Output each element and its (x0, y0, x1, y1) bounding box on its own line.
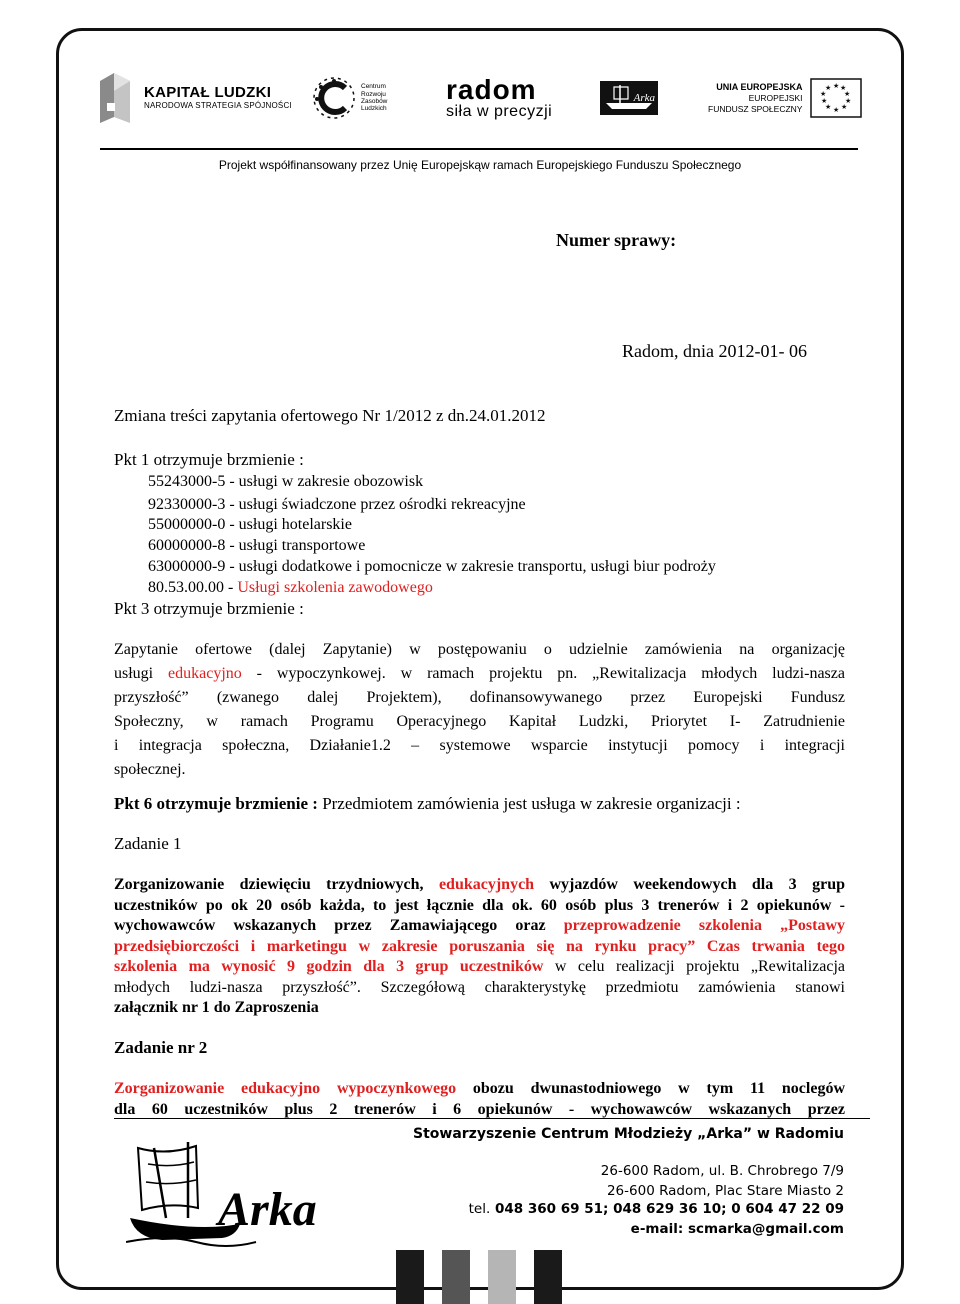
header-divider (100, 148, 858, 150)
pkt3-line-2b: - wypoczynkowej. w ramach projektu pn. „Rewitalizacja młodych ludzi-nasza (241, 665, 845, 682)
crzl-emblem-icon (311, 75, 357, 121)
task1-line-5 (114, 957, 845, 978)
pkt3-line-1: Zapytanie ofertowe (dalej Zapytanie) w postępowaniu o udzielnie zamówienia na organizację (114, 641, 845, 658)
task1-line-1a: Zorganizowanie dziewięciu trzydniowych, (114, 876, 439, 893)
task2-line-1 (114, 1079, 845, 1100)
pkt3-line-4: Społeczny, w ramach Programu Operacyjnego Kapitał Ludzki, Priorytet I- Zatrudnienie (114, 713, 845, 730)
footer-arka-logo (126, 1138, 356, 1248)
cpv-code-6 (148, 579, 433, 597)
crzl-line-1: Centrum (361, 83, 386, 91)
crzl-line-2: Rozwoju (361, 90, 386, 98)
document-subject: Zmiana treści zapytania ofertowego Nr 1/2012 z dn.24.01.2012 (114, 406, 546, 425)
task2-paragraph (114, 1079, 845, 1120)
svg-text:★: ★ (825, 84, 832, 92)
svg-text:★: ★ (841, 103, 848, 111)
logo-crzl (311, 66, 387, 130)
task1-line-3-red: przeprowadzenie szkolenia „Postawy (563, 917, 846, 934)
kapital-ludzki-title: KAPITAŁ LUDZKI (144, 84, 272, 102)
svg-text:★: ★ (833, 82, 840, 90)
arka-logo-text: Arka (218, 1183, 317, 1236)
kapital-ludzki-emblem-icon (96, 71, 134, 125)
cpv-code-3: 55000000-0 - usługi hotelarskie (148, 516, 352, 533)
task1-line-4: przedsiębiorczości i marketingu w zakresie poruszania się na rynku pracy” Czas trwania tego (114, 937, 845, 955)
task1-line-3 (114, 916, 845, 937)
footer-organization: Stowarzyszenie Centrum Młodzieży „Arka” w Radomiu (413, 1126, 844, 1142)
task1-paragraph (114, 875, 845, 1019)
pkt1-heading: Pkt 1 otrzymuje brzmienie : (114, 450, 304, 469)
task2-line-2: dla 60 uczestników plus 2 trenerów i 6 opiekunów - wychowawców wskazanych przez (114, 1100, 845, 1118)
task1-line-1 (114, 875, 845, 896)
arka-small-text: Arka (633, 92, 655, 104)
task2-line-1-red: Zorganizowanie edukacyjno wypoczynkowego (114, 1080, 457, 1097)
radom-subtitle: siła w precyzji (446, 103, 553, 120)
cpv-code-6-number: 80.53.00.00 (148, 579, 224, 596)
footer-phone-numbers: 048 360 69 51; 048 629 36 10; 0 604 47 22 09 (490, 1201, 844, 1217)
footer-bar-4 (534, 1250, 562, 1304)
logo-radom (446, 66, 552, 130)
radom-title: radom (446, 74, 537, 105)
footer-phones (469, 1201, 844, 1217)
task2-label: Zadanie nr 2 (114, 1038, 208, 1057)
task1-line-3a: wychowawców wskazanych przez Zamawiającego oraz (114, 917, 564, 934)
svg-text:★: ★ (845, 97, 852, 105)
ue-line-2: EUROPEJSKI (748, 93, 803, 103)
cpv-code-6-text: Usługi szkolenia zawodowego (237, 579, 433, 596)
footer-divider (114, 1118, 870, 1119)
pkt3-line-2a: usługi (114, 665, 169, 682)
task1-line-5-red: szkolenia ma wynosić 9 godzin dla 3 grup uczestników (114, 958, 544, 975)
task2-line-1b: obozu dwunastodniowego w tym 11 noclegów (456, 1080, 846, 1097)
header-logos (96, 66, 866, 130)
task1-line-2: uczestników po ok 20 osób każda, to jest łącznie dla ok. 60 osób plus 3 trenerów i 2 opiekunów - (114, 896, 845, 914)
eu-flag-icon (810, 78, 862, 118)
footer-bar-1 (396, 1250, 424, 1304)
crzl-line-3: Zasobów (361, 98, 388, 105)
ue-line-1: UNIA EUROPEJSKA (716, 81, 803, 92)
task1-label: Zadanie 1 (114, 834, 182, 853)
svg-text:★: ★ (825, 103, 832, 111)
task1-line-6: młodych ludzi-nasza przyszłość”. Szczegółową charakterystykę przedmiotu zamówienia stanowi (114, 978, 845, 996)
case-number-label: Numer sprawy: (556, 230, 677, 250)
footer-email: e-mail: scmarka@gmail.com (630, 1221, 844, 1237)
pkt3-heading: Pkt 3 otrzymuje brzmienie : (114, 599, 304, 618)
place-date: Radom, dnia 2012-01- 06 (622, 341, 807, 361)
cpv-code-6-dash: - (224, 579, 238, 596)
footer-address-1: 26-600 Radom, ul. B. Chrobrego 7/9 (600, 1163, 844, 1179)
kapital-ludzki-subtitle: NARODOWA STRATEGIA SPÓJNOŚCI (144, 100, 292, 110)
pkt3-line-5: i integracja społeczna, Działanie1.2 – systemowe wsparcie instytucji pomocy i integracji (114, 737, 845, 754)
cofinancing-note: Projekt współfinansowany przez Unię Europejskąw ramach Europejskiego Funduszu Społecznego (218, 158, 742, 172)
task1-line-7: załącznik nr 1 do Zaproszenia (114, 999, 319, 1016)
pkt6-text: Przedmiotem zamówienia jest usługa w zakresie organizacji : (317, 794, 741, 813)
svg-text:★: ★ (840, 84, 847, 92)
arka-ship-icon (600, 81, 658, 115)
logo-arka-small (600, 66, 658, 130)
pkt3-line-2-red: edukacyjno (168, 665, 242, 682)
pkt3-paragraph (114, 638, 845, 782)
task1-line-5b: w celu realizacji projektu „Rewitalizacja (543, 958, 846, 975)
pkt3-line-2 (114, 662, 845, 686)
task1-line-1-red: edukacyjnych (438, 876, 535, 893)
svg-text:★: ★ (844, 90, 851, 98)
logo-unia-europejska (708, 66, 862, 130)
pkt3-line-6: społecznej. (114, 761, 186, 778)
svg-text:★: ★ (833, 106, 840, 114)
pkt6-line (114, 794, 741, 814)
pkt3-line-3: przyszłość” (zwanego dalej Projektem), dofinansowywanego przez Europejski Fundusz (114, 689, 845, 706)
footer-phone-prefix: tel. (468, 1201, 491, 1217)
cpv-code-2: 92330000-3 - usługi świadczone przez ośrodki rekreacyjne (148, 496, 526, 513)
footer-bar-3 (488, 1250, 516, 1304)
pkt6-heading: Pkt 6 otrzymuje brzmienie : (114, 794, 318, 813)
ue-line-3: FUNDUSZ SPOŁECZNY (708, 103, 803, 114)
footer-address-2: 26-600 Radom, Plac Stare Miasto 2 (606, 1183, 844, 1199)
task1-line-1b: wyjazdów weekendowych dla 3 grup (534, 876, 845, 893)
footer-bar-2 (442, 1250, 470, 1304)
svg-text:★: ★ (821, 97, 828, 105)
logo-kapital-ludzki (96, 66, 292, 130)
cpv-code-4: 60000000-8 - usługi transportowe (148, 537, 366, 554)
cpv-code-1: 55243000-5 - usługi w zakresie obozowisk (148, 473, 424, 490)
cpv-code-5: 63000000-9 - usługi dodatkowe i pomocnicze w zakresie transportu, usługi biur podroży (148, 558, 716, 575)
svg-text:★: ★ (820, 90, 827, 98)
crzl-line-4: Ludzkich (361, 105, 387, 113)
